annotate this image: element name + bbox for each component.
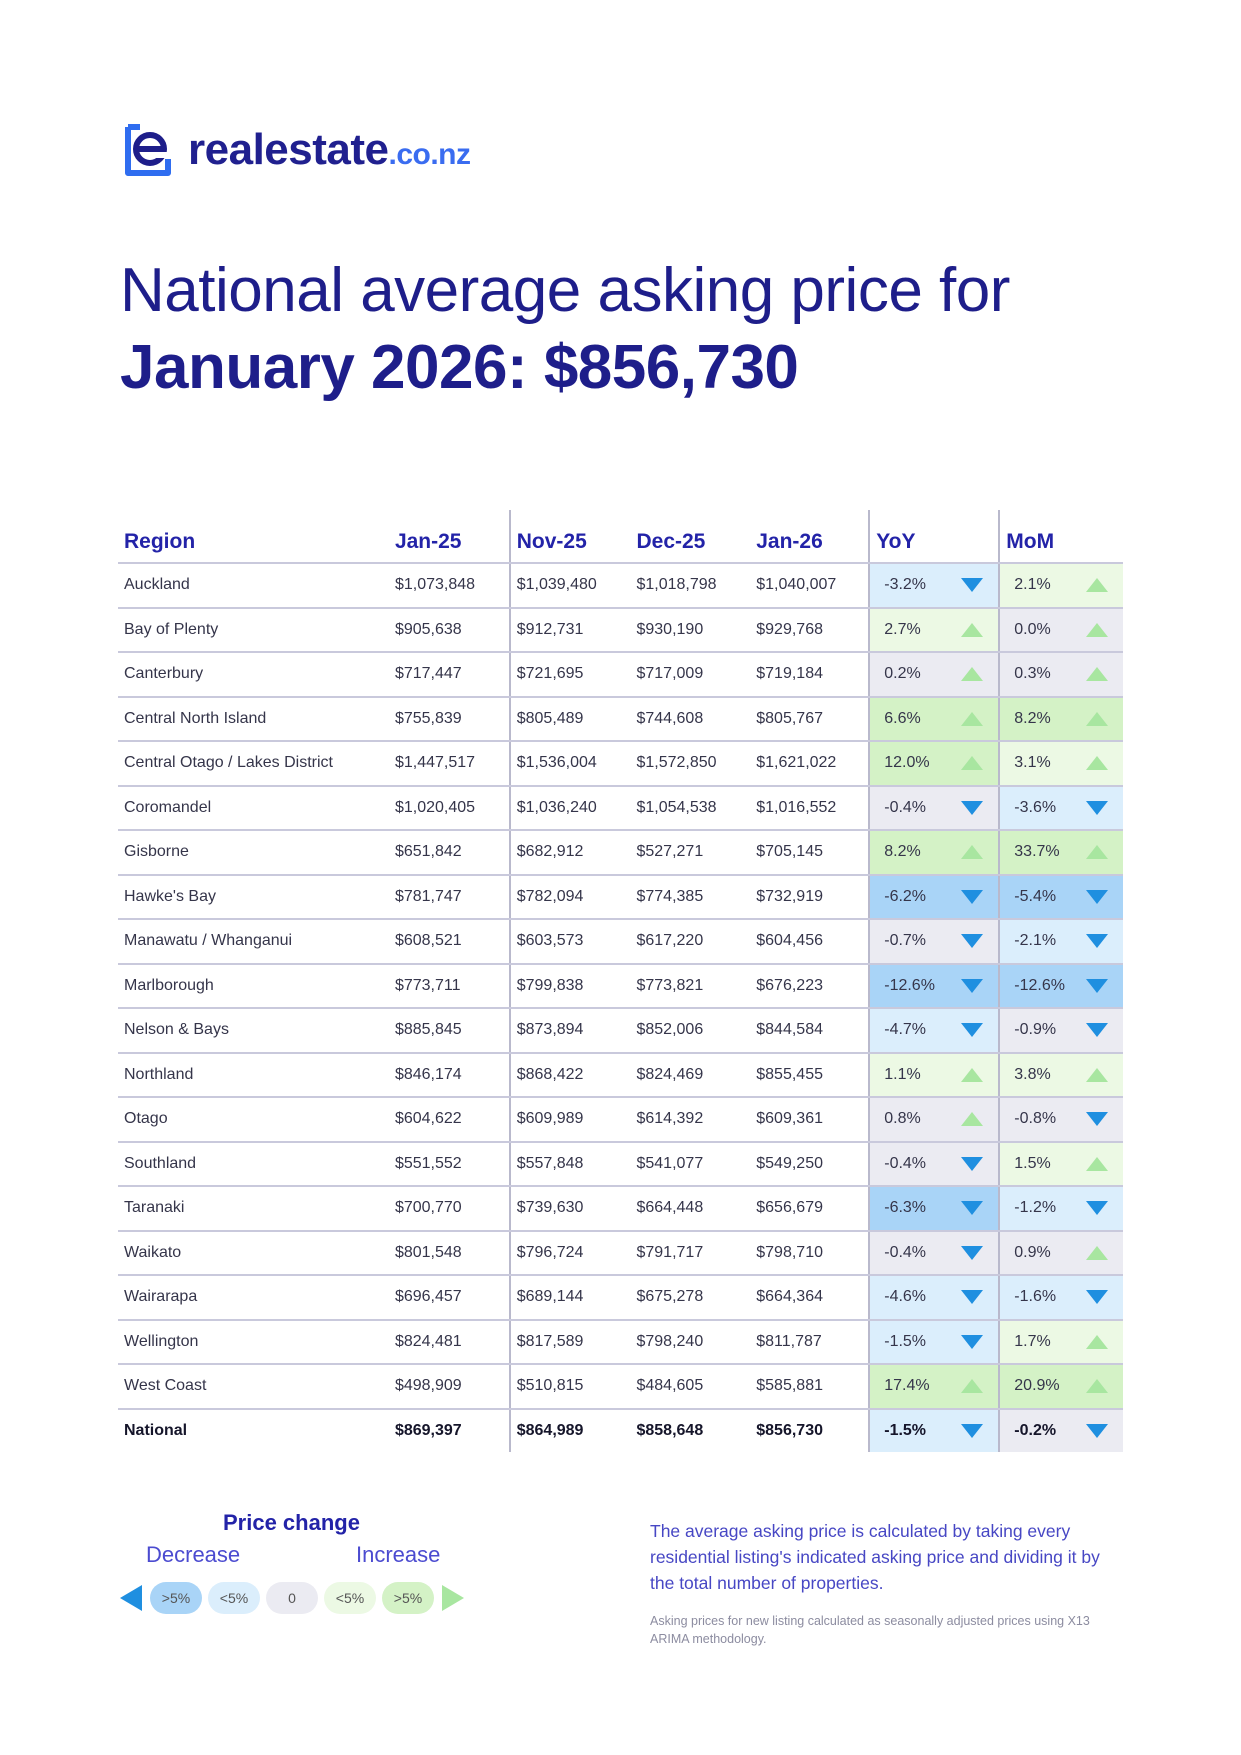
jan-25-cell: $885,845 [389,1008,510,1053]
mom-value: -0.2% [1014,1421,1057,1439]
nov-25-cell: $817,589 [510,1320,631,1365]
jan-26-cell: $844,584 [750,1008,869,1053]
nov-25-cell: $739,630 [510,1186,631,1231]
yoy-cell [869,1053,999,1098]
down-arrow-icon [1085,1200,1109,1216]
dec-25-cell: $1,018,798 [630,563,750,608]
jan-26-cell: $1,040,007 [750,563,869,608]
page-title [120,254,1010,408]
legend-chip-row [118,1582,466,1614]
up-arrow-icon [1085,666,1109,682]
down-arrow-icon [1085,1111,1109,1127]
header-nov-25: Nov-25 [510,510,631,563]
region-cell: Marlborough [118,964,389,1009]
down-arrow-icon [960,1289,984,1305]
yoy-value: 12.0% [884,754,930,772]
mom-value: -12.6% [1014,976,1065,994]
mom-cell [999,1275,1123,1320]
jan-25-cell: $801,548 [389,1231,510,1276]
title-line-1: National average asking price for [120,256,1010,325]
jan-26-cell: $1,621,022 [750,741,869,786]
yoy-cell [869,875,999,920]
dec-25-cell: $1,572,850 [630,741,750,786]
jan-25-cell: $651,842 [389,830,510,875]
jan-25-cell: $498,909 [389,1364,510,1409]
dec-25-cell: $541,077 [630,1142,750,1187]
jan-25-cell: $717,447 [389,652,510,697]
yoy-cell [869,964,999,1009]
yoy-cell [869,608,999,653]
table-header-row [118,510,1123,563]
yoy-cell [869,697,999,742]
yoy-value: 17.4% [884,1377,930,1395]
mom-value: 8.2% [1014,709,1051,727]
jan-26-cell: $856,730 [756,1421,823,1439]
mom-value: 2.1% [1014,576,1051,594]
jan-25-cell: $869,397 [394,1421,462,1439]
dec-25-cell: $824,469 [630,1053,750,1098]
jan-26-cell: $855,455 [750,1053,869,1098]
down-arrow-icon [1085,800,1109,816]
yoy-cell [869,1275,999,1320]
table-row [118,919,1123,964]
header-region: Region [118,510,389,563]
yoy-cell [869,1409,999,1453]
up-arrow-icon [960,1378,984,1394]
jan-26-cell: $609,361 [750,1097,869,1142]
up-arrow-icon [1085,1245,1109,1261]
down-arrow-icon [960,1022,984,1038]
jan-26-cell: $676,223 [750,964,869,1009]
brand-logo [118,118,471,182]
region-cell: Coromandel [118,786,389,831]
table-row [118,741,1123,786]
region-cell: Hawke's Bay [118,875,389,920]
region-cell: Nelson & Bays [118,1008,389,1053]
yoy-value: 1.1% [884,1065,921,1083]
jan-25-cell: $1,447,517 [389,741,510,786]
jan-26-cell: $705,145 [750,830,869,875]
brand-tld: .co.nz [388,138,471,171]
legend-title: Price change [223,1510,360,1535]
down-arrow-icon [960,1423,984,1439]
down-arrow-icon [960,1156,984,1172]
up-arrow-icon [960,844,984,860]
down-arrow-icon [960,978,984,994]
mom-value: -1.2% [1014,1199,1057,1217]
dec-25-cell: $664,448 [630,1186,750,1231]
jan-25-cell: $1,073,848 [389,563,510,608]
mom-value: 1.7% [1014,1332,1051,1350]
down-arrow-icon [960,933,984,949]
jan-26-cell: $664,364 [750,1275,869,1320]
up-arrow-icon [960,711,984,727]
yoy-cell [869,1008,999,1053]
yoy-cell [869,652,999,697]
nov-25-cell: $868,422 [510,1053,631,1098]
mom-value: 0.0% [1014,620,1051,638]
yoy-cell [869,1097,999,1142]
jan-26-cell: $1,016,552 [750,786,869,831]
jan-26-cell: $811,787 [750,1320,869,1365]
mom-cell [999,1231,1123,1276]
jan-25-cell: $824,481 [389,1320,510,1365]
nov-25-cell: $799,838 [510,964,631,1009]
mom-cell [999,1142,1123,1187]
dec-25-cell: $791,717 [630,1231,750,1276]
yoy-cell [869,786,999,831]
up-arrow-icon [1085,1067,1109,1083]
yoy-value: 0.2% [884,665,921,683]
yoy-cell [869,1231,999,1276]
region-cell: Otago [118,1097,389,1142]
realestate-logo-icon [118,119,180,181]
yoy-value: -1.5% [884,1421,927,1439]
nov-25-cell: $609,989 [510,1097,631,1142]
jan-26-cell: $719,184 [750,652,869,697]
nov-25-cell: $603,573 [510,919,631,964]
mom-cell [999,1053,1123,1098]
jan-26-cell: $656,679 [750,1186,869,1231]
region-cell: West Coast [118,1364,389,1409]
jan-26-cell: $604,456 [750,919,869,964]
yoy-value: 6.6% [884,709,921,727]
yoy-value: -0.7% [884,932,927,950]
mom-value: 20.9% [1014,1377,1060,1395]
dec-25-cell: $858,648 [636,1421,704,1439]
legend-chip-strong-increase: >5% [382,1582,434,1614]
dec-25-cell: $484,605 [630,1364,750,1409]
table-row [118,1142,1123,1187]
down-arrow-icon [960,577,984,593]
dec-25-cell: $852,006 [630,1008,750,1053]
up-arrow-icon [960,1067,984,1083]
yoy-cell [869,1320,999,1365]
down-arrow-icon [1085,933,1109,949]
mom-value: -0.8% [1014,1110,1057,1128]
up-arrow-icon [960,622,984,638]
mom-value: 3.8% [1014,1065,1051,1083]
region-cell: Manawatu / Whanganui [118,919,389,964]
yoy-value: -6.3% [884,1199,927,1217]
jan-25-cell: $846,174 [389,1053,510,1098]
jan-26-cell: $549,250 [750,1142,869,1187]
table-row [118,1320,1123,1365]
table-row [118,830,1123,875]
mom-cell [999,1097,1123,1142]
mom-cell [999,875,1123,920]
down-arrow-icon [960,1200,984,1216]
legend-chip-decrease: <5% [208,1582,260,1614]
mom-value: 0.3% [1014,665,1051,683]
yoy-value: -1.5% [884,1332,927,1350]
title-line-2: January 2026: $856,730 [120,333,799,402]
mom-cell [999,1364,1123,1409]
header-jan-25: Jan-25 [389,510,510,563]
dec-25-cell: $1,054,538 [630,786,750,831]
decrease-arrow-icon [118,1583,144,1613]
down-arrow-icon [960,889,984,905]
mom-cell [999,919,1123,964]
dec-25-cell: $774,385 [630,875,750,920]
nov-25-cell: $1,036,240 [510,786,631,831]
mom-cell [999,964,1123,1009]
jan-26-cell: $805,767 [750,697,869,742]
legend-chip-increase: <5% [324,1582,376,1614]
down-arrow-icon [1085,1022,1109,1038]
yoy-value: -0.4% [884,1243,927,1261]
region-cell: Wellington [118,1320,389,1365]
region-cell: Bay of Plenty [118,608,389,653]
down-arrow-icon [1085,978,1109,994]
price-change-legend [118,1510,478,1620]
yoy-value: -4.7% [884,1021,927,1039]
up-arrow-icon [960,666,984,682]
brand-wordmark [188,125,471,175]
mom-cell [999,563,1123,608]
header-mom: MoM [999,510,1123,563]
table-row [118,652,1123,697]
mom-cell [999,652,1123,697]
nov-25-cell: $912,731 [510,608,631,653]
yoy-cell [869,919,999,964]
mom-cell [999,830,1123,875]
mom-value: 1.5% [1014,1154,1051,1172]
region-cell: Gisborne [118,830,389,875]
mom-cell [999,1409,1123,1453]
jan-25-cell: $608,521 [389,919,510,964]
nov-25-cell: $1,039,480 [510,563,631,608]
table-row [118,1364,1123,1409]
mom-value: -1.6% [1014,1288,1057,1306]
table-row [118,563,1123,608]
header-jan-26: Jan-26 [750,510,869,563]
nov-25-cell: $873,894 [510,1008,631,1053]
down-arrow-icon [1085,889,1109,905]
nov-25-cell: $510,815 [510,1364,631,1409]
jan-25-cell: $755,839 [389,697,510,742]
legend-decrease-label: Decrease [146,1542,241,1567]
table-row [118,1008,1123,1053]
yoy-value: 0.8% [884,1110,921,1128]
table-row [118,697,1123,742]
nov-25-cell: $796,724 [510,1231,631,1276]
region-cell: Southland [118,1142,389,1187]
mom-value: -0.9% [1014,1021,1057,1039]
nov-25-cell: $682,912 [510,830,631,875]
nov-25-cell: $721,695 [510,652,631,697]
region-cell: Northland [118,1053,389,1098]
legend-chip-neutral: 0 [266,1582,318,1614]
legend-increase-label: Increase [356,1542,441,1567]
mom-cell [999,1186,1123,1231]
region-cell: Wairarapa [118,1275,389,1320]
region-cell: Central North Island [118,697,389,742]
region-cell: Central Otago / Lakes District [118,741,389,786]
nov-25-cell: $805,489 [510,697,631,742]
jan-25-cell: $773,711 [389,964,510,1009]
nov-25-cell: $1,536,004 [510,741,631,786]
region-cell: Waikato [118,1231,389,1276]
header-yoy: YoY [869,510,999,563]
up-arrow-icon [1085,755,1109,771]
dec-25-cell: $527,271 [630,830,750,875]
down-arrow-icon [1085,1423,1109,1439]
table-row [118,875,1123,920]
up-arrow-icon [960,755,984,771]
mom-cell [999,1320,1123,1365]
up-arrow-icon [1085,1156,1109,1172]
mom-value: 0.9% [1014,1243,1051,1261]
jan-25-cell: $696,457 [389,1275,510,1320]
nov-25-cell: $557,848 [510,1142,631,1187]
yoy-value: -3.2% [884,576,927,594]
down-arrow-icon [1085,1289,1109,1305]
methodology-note [650,1518,1120,1648]
jan-25-cell: $604,622 [389,1097,510,1142]
dec-25-cell: $930,190 [630,608,750,653]
yoy-value: -0.4% [884,798,927,816]
up-arrow-icon [960,1111,984,1127]
yoy-value: -0.4% [884,1154,927,1172]
yoy-cell [869,1142,999,1187]
yoy-cell [869,741,999,786]
header-dec-25: Dec-25 [630,510,750,563]
yoy-value: -12.6% [884,976,935,994]
yoy-cell [869,563,999,608]
dec-25-cell: $798,240 [630,1320,750,1365]
table-row [118,1186,1123,1231]
yoy-value: 2.7% [884,620,921,638]
up-arrow-icon [1085,711,1109,727]
mom-cell [999,1008,1123,1053]
legend-chip-strong-decrease: >5% [150,1582,202,1614]
mom-value: 3.1% [1014,754,1051,772]
dec-25-cell: $773,821 [630,964,750,1009]
region-cell: Auckland [118,563,389,608]
table-row [118,1231,1123,1276]
jan-26-cell: $732,919 [750,875,869,920]
yoy-value: -4.6% [884,1288,927,1306]
up-arrow-icon [1085,1378,1109,1394]
mom-cell [999,697,1123,742]
up-arrow-icon [1085,1334,1109,1350]
mom-cell [999,741,1123,786]
mom-cell [999,608,1123,653]
down-arrow-icon [960,1245,984,1261]
nov-25-cell: $689,144 [510,1275,631,1320]
table-row [118,964,1123,1009]
yoy-cell [869,1364,999,1409]
up-arrow-icon [1085,844,1109,860]
table-row-national [118,1409,1123,1453]
table-row [118,1275,1123,1320]
dec-25-cell: $744,608 [630,697,750,742]
jan-25-cell: $781,747 [389,875,510,920]
up-arrow-icon [1085,622,1109,638]
mom-value: -3.6% [1014,798,1057,816]
brand-name: realestate [188,125,389,174]
jan-26-cell: $929,768 [750,608,869,653]
dec-25-cell: $617,220 [630,919,750,964]
nov-25-cell: $864,989 [510,1409,631,1453]
table-row [118,1053,1123,1098]
table-row [118,786,1123,831]
region-cell: Canterbury [118,652,389,697]
jan-25-cell: $551,552 [389,1142,510,1187]
nov-25-cell: $782,094 [510,875,631,920]
jan-26-cell: $585,881 [750,1364,869,1409]
mom-value: 33.7% [1014,843,1060,861]
asking-price-table [118,510,1123,1452]
note-small-text: Asking prices for new listing calculated as seasonally adjusted prices using X13 ARIMA methodology. [650,1614,1090,1646]
table-row [118,608,1123,653]
table-body [118,563,1123,1452]
region-cell: Taranaki [118,1186,389,1231]
down-arrow-icon [960,1334,984,1350]
yoy-cell [869,1186,999,1231]
yoy-value: -6.2% [884,887,927,905]
mom-cell [999,786,1123,831]
mom-value: -5.4% [1014,887,1057,905]
yoy-cell [869,830,999,875]
note-main-text: The average asking price is calculated by taking every residential listing's indicated asking price and dividing it by the total number of properties. [650,1521,1100,1593]
down-arrow-icon [960,800,984,816]
increase-arrow-icon [440,1583,466,1613]
dec-25-cell: $675,278 [630,1275,750,1320]
region-cell: National [124,1421,188,1439]
up-arrow-icon [1085,577,1109,593]
dec-25-cell: $614,392 [630,1097,750,1142]
table-row [118,1097,1123,1142]
jan-25-cell: $905,638 [389,608,510,653]
yoy-value: 8.2% [884,843,921,861]
mom-value: -2.1% [1014,932,1057,950]
jan-25-cell: $700,770 [389,1186,510,1231]
jan-25-cell: $1,020,405 [389,786,510,831]
jan-26-cell: $798,710 [750,1231,869,1276]
dec-25-cell: $717,009 [630,652,750,697]
